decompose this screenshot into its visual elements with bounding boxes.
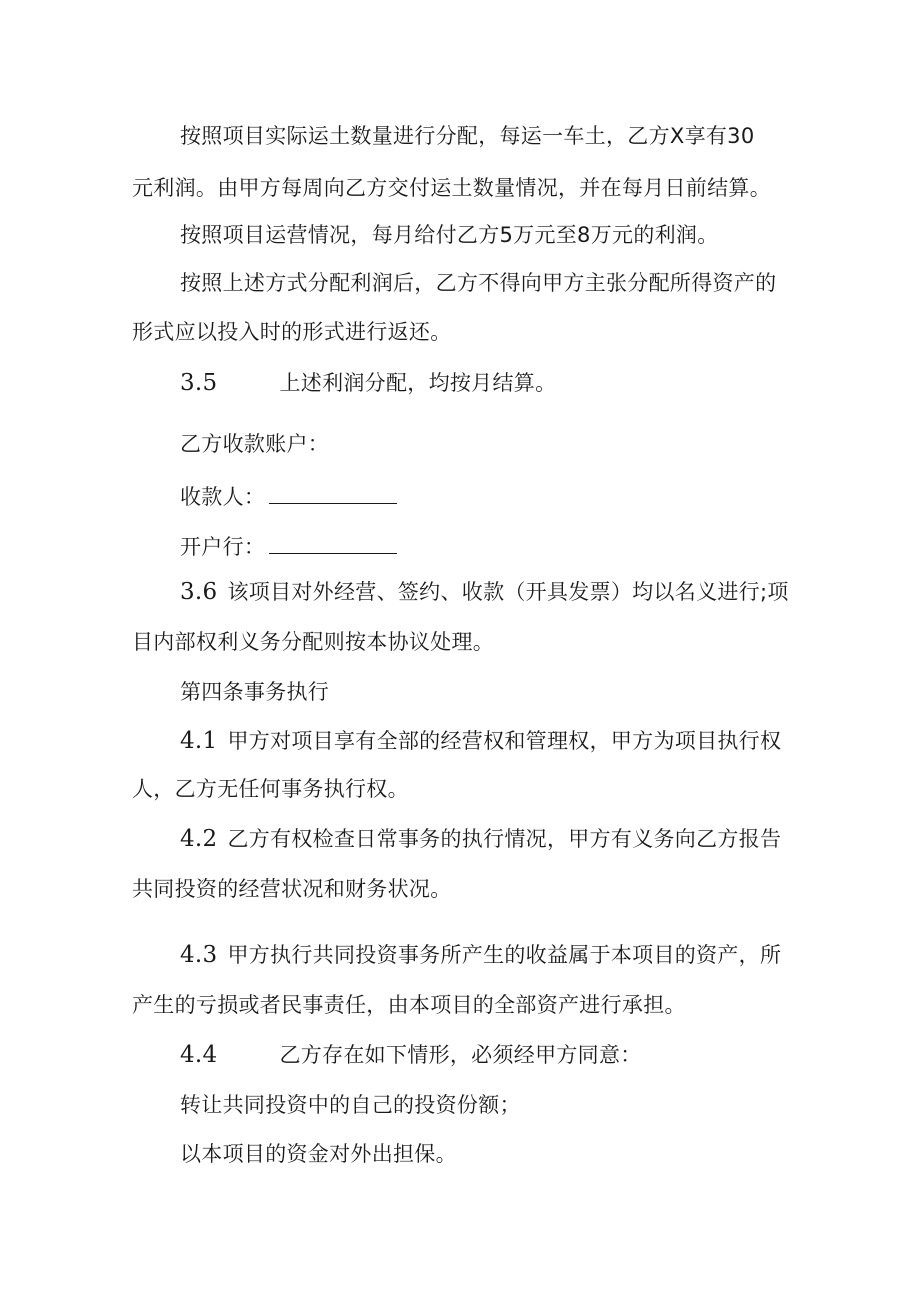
- clause-text: 甲方执行共同投资事务所产生的收益属于本项目的资产，所: [227, 943, 782, 967]
- text-line: 共同投资的经营状况和财务状况。: [132, 877, 452, 901]
- clause-text: 乙方存在如下情形，必须经甲方同意：: [279, 1043, 642, 1067]
- text-line: 元利润。由甲方每周向乙方交付运土数量情况，并在每月日前结算。: [132, 176, 771, 200]
- text-line: 转让共同投资中的自己的投资份额；: [180, 1093, 521, 1117]
- paragraph-line: [180, 122, 755, 150]
- clause-number: 4.2: [180, 826, 218, 852]
- paragraph-line: [132, 775, 409, 803]
- clause-number: 4.3: [180, 942, 218, 968]
- text-line: 以本项目的资金对外出担保。: [180, 1142, 457, 1166]
- clause-number: 4.4: [180, 1042, 218, 1068]
- text-line: 按照项目运营情况，每月给付乙方5万元至8万元的利润。: [180, 223, 719, 247]
- paragraph-line: [180, 269, 776, 297]
- clause-text: 该项目对外经营、签约、收款（开具发票）均以名义进行;项: [227, 580, 789, 604]
- account-heading: [180, 430, 329, 458]
- paragraph-line: [180, 221, 719, 249]
- clause-4-2: [180, 825, 781, 853]
- clause-number: 4.1: [180, 728, 218, 754]
- clause-number: 3.6: [180, 579, 218, 605]
- section-heading: [180, 678, 329, 706]
- list-item: [180, 1140, 457, 1168]
- text-line: 产生的亏损或者民事责任，由本项目的全部资产进行承担。: [132, 993, 686, 1017]
- clause-4-4: [180, 1041, 642, 1069]
- clause-number: 3.5: [180, 370, 218, 396]
- text-line: 人，乙方无任何事务执行权。: [132, 777, 409, 801]
- paragraph-line: [132, 318, 452, 346]
- field-label: 收款人：: [180, 485, 266, 509]
- payee-blank-line: [269, 481, 397, 504]
- clause-4-1: [180, 727, 781, 755]
- paragraph-line: [132, 628, 494, 656]
- paragraph-line: [132, 991, 686, 1019]
- payee-field: [180, 481, 397, 511]
- field-label: 开户行：: [180, 535, 266, 559]
- clause-text: 乙方有权检查日常事务的执行情况，甲方有义务向乙方报告: [227, 827, 782, 851]
- clause-text: 上述利润分配，均按月结算。: [279, 371, 557, 395]
- bank-field: [180, 531, 397, 561]
- text-line: 按照上述方式分配利润后，乙方不得向甲方主张分配所得资产的: [180, 271, 777, 295]
- clause-text: 甲方对项目享有全部的经营权和管理权，甲方为项目执行权: [227, 729, 782, 753]
- bank-blank-line: [269, 531, 397, 554]
- text-line: 乙方收款账户：: [180, 432, 330, 456]
- paragraph-line: [132, 875, 452, 903]
- text-line: 形式应以投入时的形式进行返还。: [132, 320, 452, 344]
- paragraph-line: [132, 174, 771, 202]
- list-item: [180, 1091, 521, 1119]
- clause-3-5: [180, 369, 556, 397]
- text-line: 按照项目实际运土数量进行分配，每运一车土，乙方X享有30: [180, 124, 755, 148]
- text-line: 目内部权利义务分配则按本协议处理。: [132, 630, 495, 654]
- text-line: 第四条事务执行: [180, 680, 330, 704]
- clause-3-6: [180, 578, 789, 606]
- clause-4-3: [180, 941, 781, 969]
